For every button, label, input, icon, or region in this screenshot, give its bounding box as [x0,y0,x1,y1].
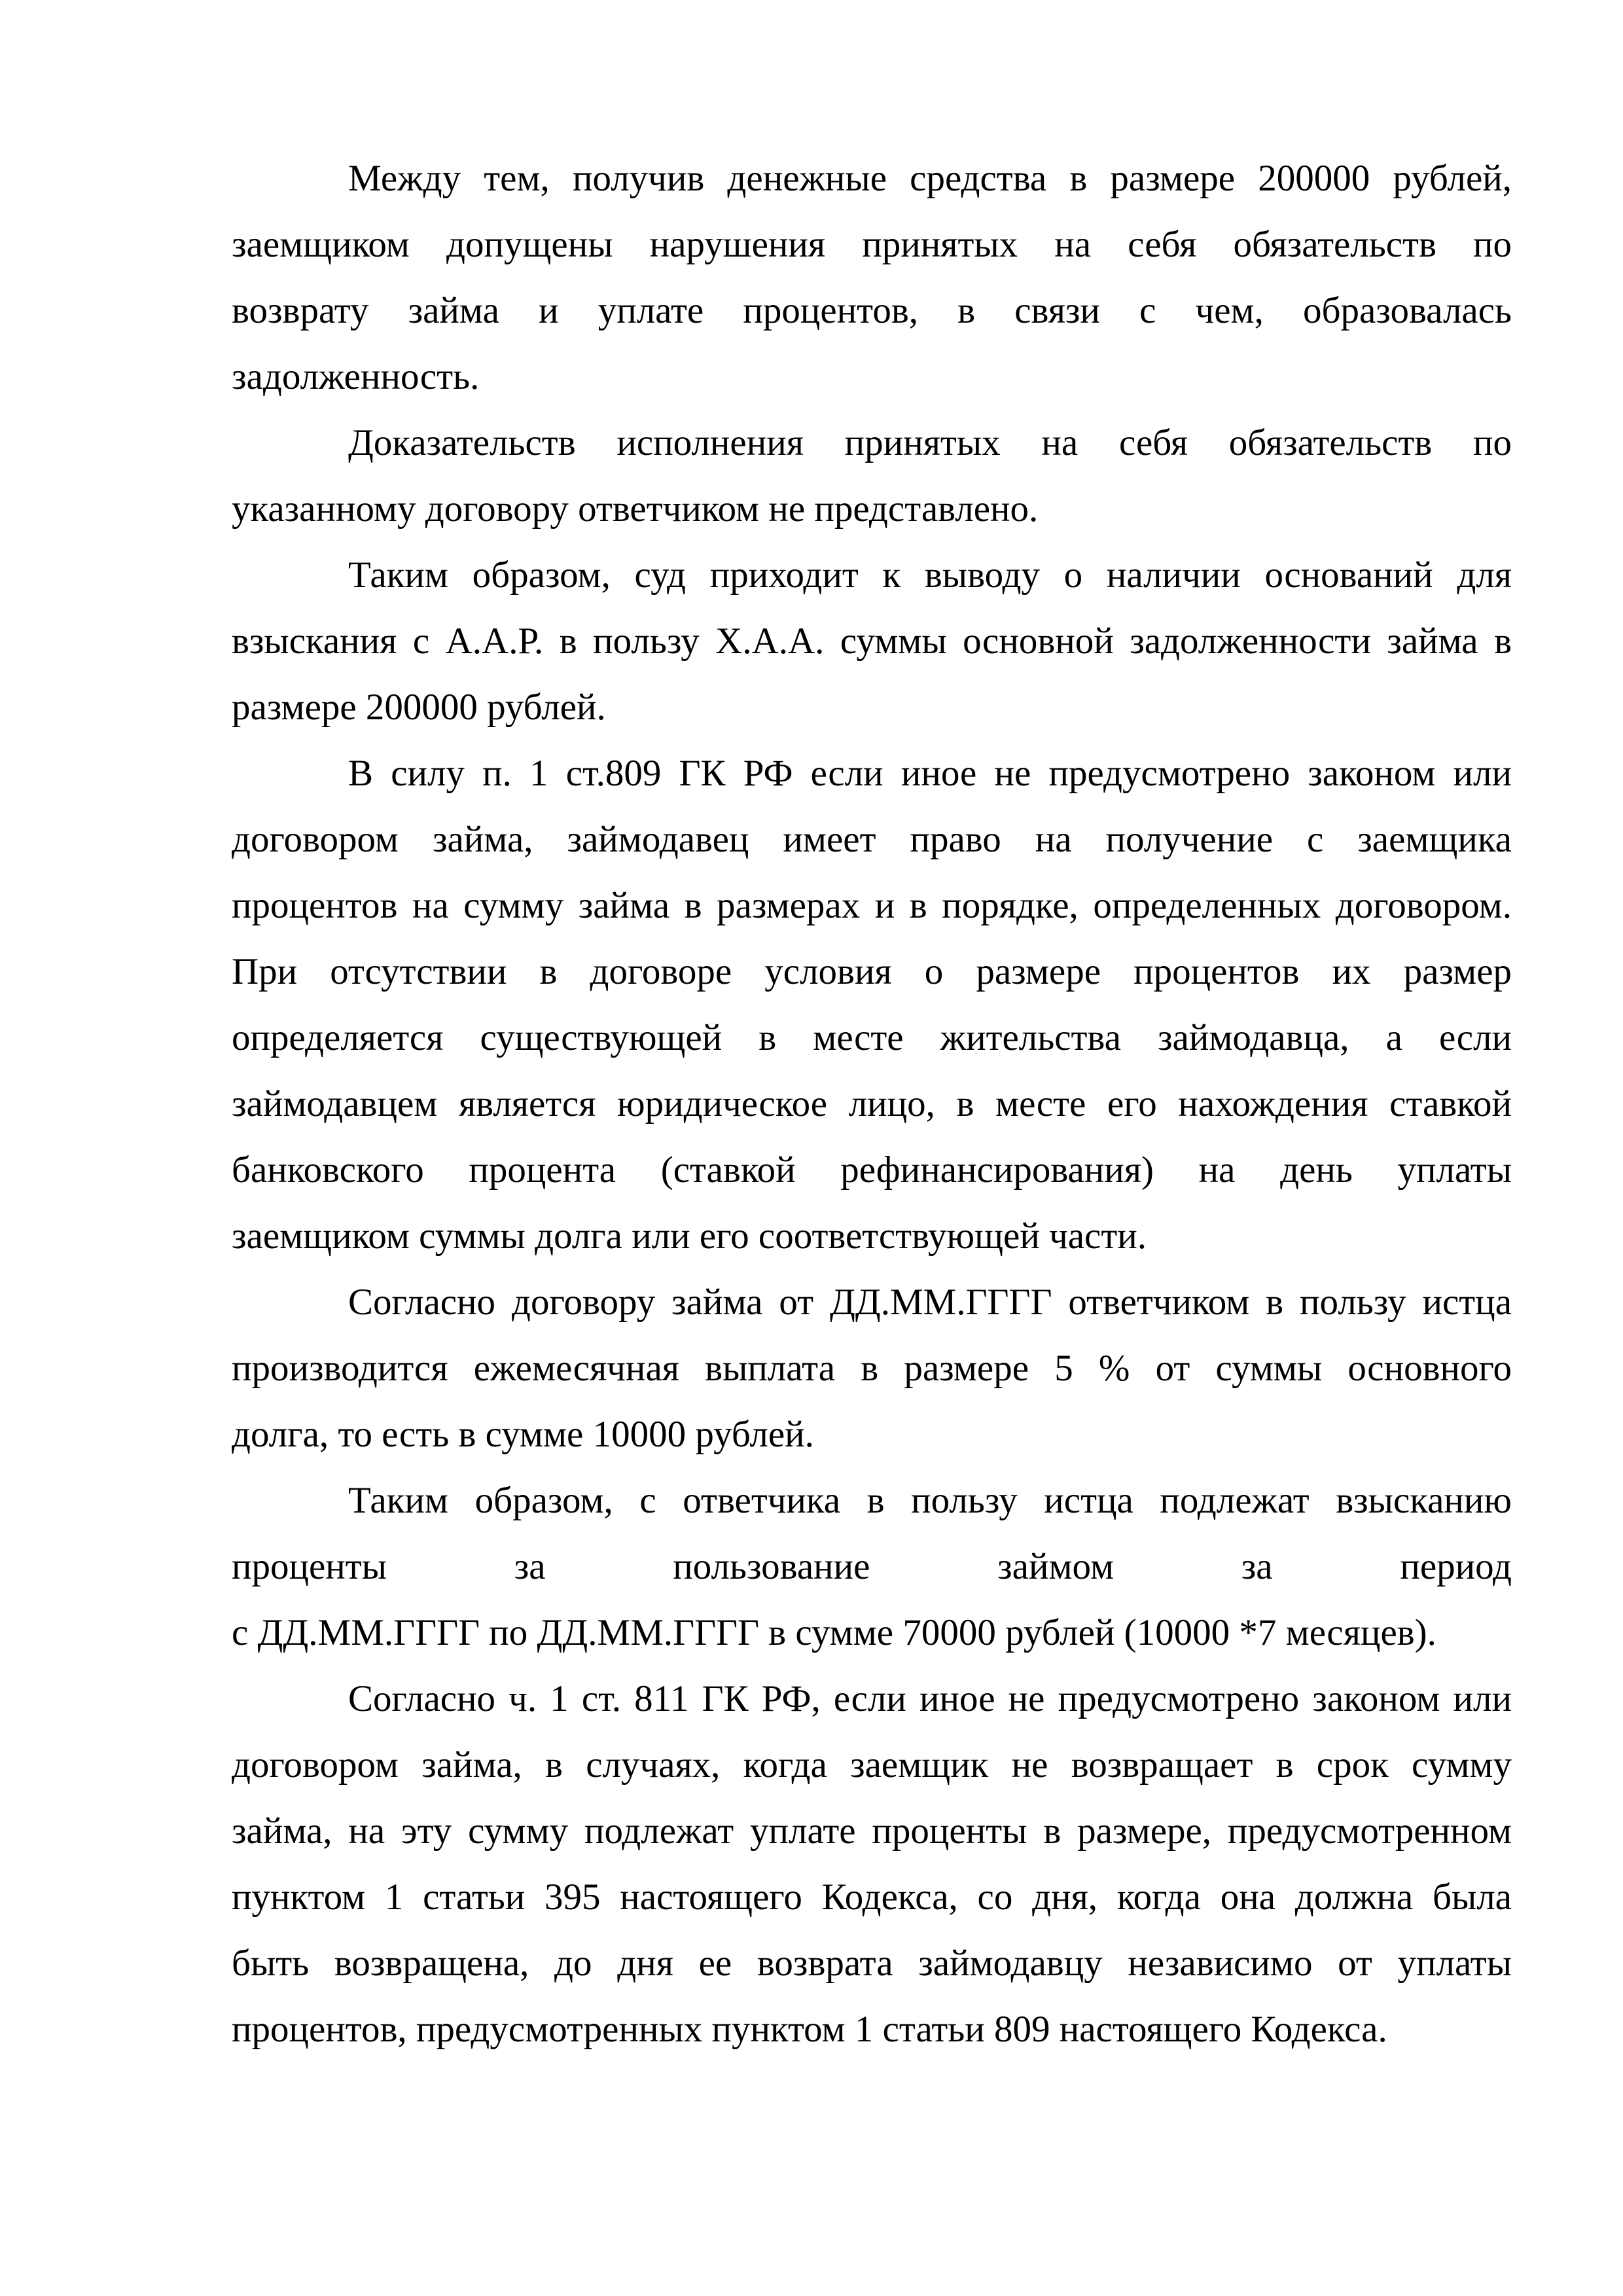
paragraph [232,410,1512,542]
text-line: с ДД.ММ.ГГГГ по ДД.ММ.ГГГГ в сумме 70000 рублей (10000 *7 месяцев). [232,1612,1436,1653]
paragraph [232,1467,1512,1666]
text-line: договором займа, в случаях, когда заемщик не возвращает в срок сумму [232,1744,1512,1785]
text-line: Между тем, получив денежные средства в размере 200000 рублей, [348,158,1512,199]
text-line: процентов, предусмотренных пунктом 1 статьи 809 настоящего Кодекса. [232,2009,1387,2050]
text-line: заемщиком допущены нарушения принятых на себя обязательств по [232,224,1512,265]
paragraph [232,740,1512,1269]
text-line: указанному договору ответчиком не представлено. [232,488,1039,529]
text-line: долга, то есть в сумме 10000 рублей. [232,1414,814,1455]
text-line: взыскания с А.А.Р. в пользу Х.А.А. суммы основной задолженности займа в [232,620,1512,662]
text-line: пунктом 1 статьи 395 настоящего Кодекса, со дня, когда она должна была [232,1876,1512,1918]
text-line: Таким образом, с ответчика в пользу истца подлежат взысканию [348,1480,1512,1521]
paragraph [232,1269,1512,1467]
text-line: процентов на сумму займа в размерах и в порядке, определенных договором. [232,885,1512,926]
text-line: быть возвращена, до дня ее возврата займодавцу независимо от уплаты [232,1943,1512,1984]
text-line: Таким образом, суд приходит к выводу о наличии оснований для [348,554,1512,596]
text-line: банковского процента (ставкой рефинансирования) на день уплаты [232,1149,1512,1191]
text-line: производится ежемесячная выплата в размере 5 % от суммы основного [232,1348,1512,1389]
paragraph [232,145,1512,410]
text-line: заемщиком суммы долга или его соответствующей части. [232,1215,1147,1257]
text-line: определяется существующей в месте жительства займодавца, а если [232,1017,1512,1058]
text-line: договором займа, займодавец имеет право на получение с заемщика [232,819,1512,860]
text-line: При отсутствии в договоре условия о размере процентов их размер [232,951,1512,992]
text-line: займодавцем является юридическое лицо, в месте его нахождения ставкой [232,1083,1512,1124]
paragraph [232,542,1512,740]
paragraph [232,1666,1512,2062]
text-line: Согласно договору займа от ДД.ММ.ГГГГ ответчиком в пользу истца [348,1282,1512,1323]
text-line: Согласно ч. 1 ст. 811 ГК РФ, если иное не предусмотрено законом или [348,1678,1512,1719]
text-line: возврату займа и уплате процентов, в связи с чем, образовалась [232,290,1512,331]
text-line: займа, на эту сумму подлежат уплате проценты в размере, предусмотренном [232,1810,1512,1852]
text-line: проценты за пользование займом за период [232,1546,1512,1587]
text-line: В силу п. 1 ст.809 ГК РФ если иное не предусмотрено законом или [348,753,1512,794]
text-line: задолженность. [232,356,480,397]
text-line: Доказательств исполнения принятых на себя обязательств по [348,422,1512,463]
text-line: размере 200000 рублей. [232,687,606,728]
court-decision-text [232,145,1512,2062]
